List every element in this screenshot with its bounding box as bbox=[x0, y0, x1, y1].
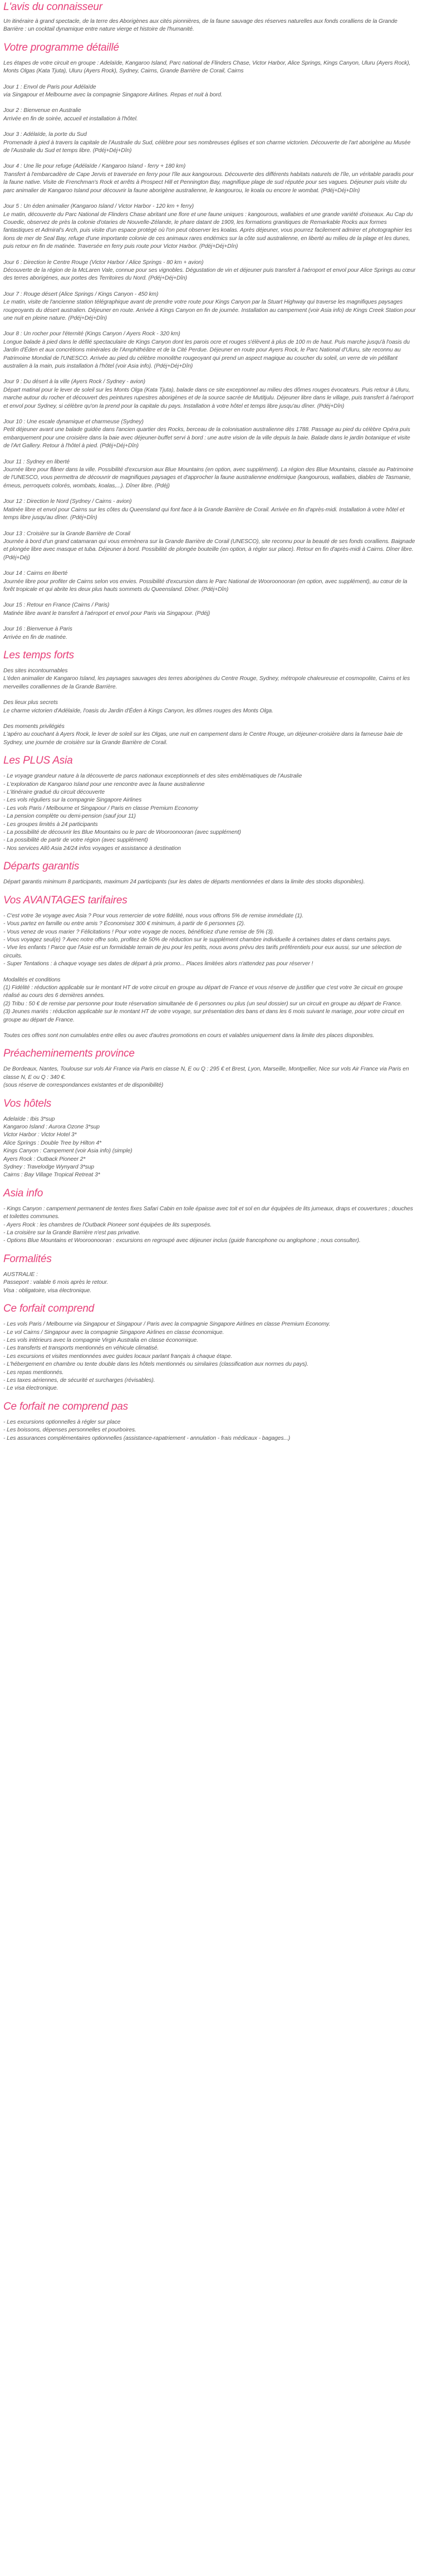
section-paragraph: Des sites incontournables L'éden animalier de Kangaroo Island, les paysages sauvages des terres aborigènes du Centre Rouge, Sydney, métropole chaleureuse et cosmopolite, Cairns et les merveilles coralliennes de la Grande Barrière. bbox=[3, 667, 410, 690]
section-paragraph: Jour 5 : Un éden animalier (Kangaroo Island / Victor Harbor - 120 km + ferry) Le matin, découverte du Parc National de Flinders Chase abritant une flore et une faune uniques : kangourous, wallabies et une grande variété d'oiseaux. Au Cap du Couedic, observez de près la colonie d'otaries de Nouvelle-Zélande, le phare datant de 1909, les formations granitiques de Remarkable Rocks aux formes fantastiques et Admiral's Arch, puis visite d'un espace protégé où l'on peut observer les koalas. Après déjeuner, vous pourrez facilement admirer et photographier les lions de mer de Seal Bay, refuge d'une importante colonie de ces animaux rares endémics sur la côte sud australienne, en liberté au milieu de la plage et les dunes, puis retour en fin de matinée. Traversée en ferry puis route pour Victor Harbor. (Pdéj+Déj+Dîn) bbox=[3, 203, 413, 250]
section-heading: Vos AVANTAGES tarifaires bbox=[3, 894, 127, 906]
section-paragraph: Les étapes de votre circuit en groupe : Adelaïde, Kangaroo Island, Parc national de Flinders Chase, Victor Harbor, Alice Springs, Kings Canyon, Uluru (Ayers Rock), Monts Olgas (Kata Tjuta), Uluru (Ayers Rock), Sydney, Cairns, Grande Barrière de Corail, Cairns bbox=[3, 60, 411, 75]
section-paragraph: Jour 11 : Sydney en liberté Journée libre pour flâner dans la ville. Possibilité d'excursion aux Blue Mountains (en option, avec supplément). La région des Blue Mountains, classée au Patrimoine de l'UNESCO, vous permettra de découvrir de magnifiques paysages et d'approcher la faune australienne endémique (kangourous, wallabies, diables de Tasmanie, émeus, perroquets colorés, wombats, koalas,...). Dîner libre. (Pdéj) bbox=[3, 458, 414, 489]
section bbox=[3, 1253, 418, 1295]
section bbox=[3, 1187, 418, 1245]
section-paragraph: Toutes ces offres sont non cumulables entre elles ou avec d'autres promotions en cours et valables uniquement dans la limite des places disponibles. bbox=[3, 1032, 375, 1039]
section-paragraph: Des lieux plus secrets Le charme victorien d'Adélaïde, l'oasis du Jardin d'Éden à Kings Canyon, les dômes rouges des Monts Olga. bbox=[3, 700, 273, 714]
section-heading: Ce forfait ne comprend pas bbox=[3, 1400, 128, 1412]
section-paragraph: Adelaïde : Ibis 3*sup Kangaroo Island : Aurora Ozone 3*sup Victor Harbor : Victor Hotel 3* Alice Springs : Double Tree by Hilton 4* Kings Canyon : Campement (voir Asia info) (simple) Ayers Rock : Outback Pioneer 2* Sydney : Travelodge Wynyard 3*sup Cairns : Bay Village Tropical Retreat 3* bbox=[3, 1116, 133, 1179]
section-paragraph: Jour 9 : Du désert à la ville (Ayers Rock / Sydney - avion) Départ matinal pour le lever de soleil sur les Monts Olga (Kata Tjuta), balade dans ce site exceptionnel au milieu des dômes rouges évocateurs. Puis retour à Uluru, marche autour du rocher et découvert des peintures rupestres aborigènes et de la source sacrée de Mutitjulu. Déjeuner libre dans le village, puis transfert à l'aéroport et envol pour Sydney, si célèbre qu'on la prend pour la capitale du pays. Installation à votre hôtel et temps libre jusqu'au dîner. (Pdéj+Dîn) bbox=[3, 379, 414, 409]
section-paragraph: - C'est votre 3e voyage avec Asia ? Pour vous remercier de votre fidélité, nous vous offrons 5% de remise immédiate (1). - Vous partez en famille ou entre amis ? Économisez 300 € minimum, à partir de 6 personnes (2). - Vous venez de vous marier ? Félicitations ! Pour votre voyage de noces, bénéficiez d'une remise de 5% (3). - Vous voyagez seul(e) ? Avec notre offre solo, profitez de 50% de réduction sur le supplément chambre individuelle à certaines dates et dans certains pays. - Vive les enfants ! Parce que l'Asie est un formidable terrain de jeu pour les petits, nous avons prévu des tarifs préférentiels pour eux aussi, sur une sélection de circuits. - Super Tentations : à chaque voyage ses dates de départ à prix promo... Places limitées alors n'attendez pas pour réserver ! bbox=[3, 912, 402, 967]
section bbox=[3, 1401, 418, 1443]
section-paragraph: Jour 13 : Croisière sur la Grande Barrière de Corail Journée à bord d'un grand catamaran qui vous emmènera sur la Grande Barrière de Corail (UNESCO), site reconnu pour la beauté de ses fonds coralliens. Baignade et plongée libre avec masque et tuba. Déjeuner à bord. Possibilité de plongée bouteille (en option, à régler sur place). Retour en fin d'après-midi à Cairns. Dîner libre. (Pdéj+Déj) bbox=[3, 530, 415, 561]
section-heading: Les temps forts bbox=[3, 649, 74, 661]
section-paragraph: AUSTRALIE : Passeport : valable 6 mois après le retour. Visa : obligatoire, visa électronique. bbox=[3, 1271, 109, 1294]
section-paragraph: Un itinéraire à grand spectacle, de la terre des Aborigènes aux cités pionnières, de la faune sauvage des réserves naturelles aux fonds coralliens de la Grande Barrière : un cocktail dynamique entre nature vierge et histoire de l'humanité. bbox=[3, 18, 398, 33]
section-paragraph: Jour 4 : Une île pour refuge (Adélaïde / Kangaroo Island - ferry + 180 km) Transfert à l'embarcadère de Cape Jervis et traversée en ferry pour l'île aux kangourous. Découverte des différents habitats naturels de l'île, un véritable paradis pour la faune native. Visite de Frenchman's Rock et arrêts à Prospect Hill et Pennington Bay, magnifique plage de sud réputée pour ses vagues. Déjeuner puis visite du parc animalier de Kangaroo Island pour découvrir la faune aborigène australienne, le kangourou, le koala ou encore le wombat. (Pdéj+Déj+Dîn) bbox=[3, 163, 414, 194]
section-heading: Départs garantis bbox=[3, 861, 80, 873]
section-paragraph: Jour 14 : Cairns en liberté Journée libre pour profiter de Cairns selon vos envies. Possibilité d'excursion dans le Parc National de Wooroonooran (en option, avec supplément), au cœur de la forêt tropicale et qui abrite les deux plus hauts sommets du Queensland. Dîner. (Pdéj+Dîn) bbox=[3, 570, 408, 593]
section-paragraph: De Bordeaux, Nantes, Toulouse sur vols Air France via Paris en classe N, E ou Q : 295 € et Brest, Lyon, Marseille, Montpellier, Nice sur vols Air France via Paris en classe N, E ou Q : 340 €. (sous réserve de correspondances existantes et de disponibilité) bbox=[3, 1066, 409, 1089]
section bbox=[3, 649, 418, 747]
section-paragraph: Jour 12 : Direction le Nord (Sydney / Cairns - avion) Matinée libre et envol pour Cairns sur les côtes du Queensland qui font face à la Grande Barrière de Corail. Arrivée en fin d'après-midi. Installation à votre hôtel et temps libre jusqu'au dîner. (Pdéj+Dîn) bbox=[3, 498, 405, 521]
section-heading: Votre programme détaillé bbox=[3, 41, 119, 53]
section-paragraph: - Kings Canyon : campement permanent de tentes fixes Safari Cabin en toile épaisse avec toit et sol en dur équipées de lits jumeaux, draps et couvertures ; douches et toilettes communes. - Ayers Rock : les chambres de l'Outback Pioneer sont équipées de lits superposés. - La croisière sur la Grande Barrière n'est pas privative. - Options Blue Mountains et Wooroonooran : excursions en regroupé avec déjeuner inclus (guide francophone ou anglophone ; nous consulter). bbox=[3, 1205, 413, 1244]
section-paragraph: Jour 7 : Rouge désert (Alice Springs / Kings Canyon - 450 km) Le matin, visite de l'ancienne station télégraphique avant de prendre votre route pour Kings Canyon par la Stuart Highway qui traverse les magnifiques paysages rougeoyants du désert australien. Déjeuner en route. Arrivée à Kings Canyon en fin de journée. Installation au campement (voir Asia info) de Kings Creek Station pour une nuit en pleine nature. (Pdéj+Déj+Dîn) bbox=[3, 291, 416, 321]
section bbox=[3, 894, 418, 1040]
section-paragraph: Modalités et conditions (1) Fidélité : réduction applicable sur le montant HT de votre circuit en groupe au départ de France et vous réserve de justifier que c'est votre 3e circuit en groupe réalisé au cours des 6 dernières années. (2) Tribu : 50 € de remise par personne pour toute réservation simultanée de 6 personnes ou plus (un seul dossier) sur un circuit en groupe au départ de France. (3) Jeunes mariés : réduction applicable sur le montant HT de votre voyage, sur présentation des bans et dans les 6 mois suivant le mariage, pour votre circuit en groupe au départ de France. bbox=[3, 976, 404, 1023]
section bbox=[3, 755, 418, 853]
section-heading: Les PLUS Asia bbox=[3, 755, 73, 767]
section-heading: L'avis du connaisseur bbox=[3, 1, 102, 13]
section-paragraph: Jour 15 : Retour en France (Cairns / Paris) Matinée libre avant le transfert à l'aéroport et envol pour Paris via Singapour. (Pdéj) bbox=[3, 602, 210, 617]
section-paragraph: Départ garantis minimum 8 participants, maximum 24 participants (sur les dates de départs mentionnées et dans la limite des stocks disponibles). bbox=[3, 879, 365, 886]
section bbox=[3, 1, 418, 34]
section-paragraph: Jour 8 : Un rocher pour l'éternité (Kings Canyon / Ayers Rock - 320 km) Longue balade à pied dans le défilé spectaculaire de Kings Canyon dont les parois ocre et rouges s'élèvent à plus de 100 m de haut. Puis marche jusqu'à l'oasis du Jardin d'Éden et aux concrétions minérales de l'Amphithéâtre et de la Cité Perdue. Déjeuner en route pour Ayers Rock, le Parc National d'Uluru, site reconnu au Patrimoine Mondial de l'UNESCO. Arrivée au pied du célèbre monolithe rougeoyant qui prend un aspect magique au coucher du soleil, un verre de vin pétillant australien à la main, puis installation à l'hôtel (voir Asia info). (Pdéj+Déj+Dîn) bbox=[3, 331, 410, 369]
section-paragraph: Jour 2 : Bienvenue en Australie Arrivée en fin de soirée, accueil et installation à l'hôtel. bbox=[3, 107, 138, 122]
section-heading: Asia info bbox=[3, 1187, 43, 1199]
section bbox=[3, 42, 418, 642]
section bbox=[3, 861, 418, 886]
section-paragraph: Des moments privilégiés L'apéro au couchant à Ayers Rock, le lever de soleil sur les Olgas, une nuit en campement dans le Centre Rouge, un déjeuner-croisière dans la fameuse baie de Sydney, une journée de croisière sur la Grande Barrière de Corail. bbox=[3, 724, 403, 746]
section-paragraph: Jour 1 : Envol de Paris pour Adélaïde via Singapour et Melbourne avec la compagnie Singapore Airlines. Repas et nuit à bord. bbox=[3, 84, 223, 99]
section-paragraph: Jour 10 : Une escale dynamique et charmeuse (Sydney) Petit déjeuner avant une balade guidée dans l'ancien quartier des Rocks, berceau de la colonisation australienne dès 1788. Passage au pied du célèbre Opéra puis embarquement pour une croisière dans la baie avec déjeuner-buffet servi à bord : une autre vision de la ville depuis la baie. Balade dans le jardin botanique et visite de l'Art Gallery. Retour à l'hôtel à pied. (Pdéj+Déj+Dîn) bbox=[3, 419, 410, 449]
section-paragraph: - Les excursions optionnelles à régler sur place - Les boissons, dépenses personnelles et pourboires. - Les assurances complémentaires optionnelles (assistance-rapatriement - annulation - frais médicaux - bagages...) bbox=[3, 1419, 291, 1441]
section-heading: Formalités bbox=[3, 1253, 52, 1265]
section-paragraph: - Le voyage grandeur nature à la découverte de parcs nationaux exceptionnels et des sites emblématiques de l'Australie - L'exploration de Kangaroo Island pour une rencontre avec la faune australienne - L'itinéraire gradué du circuit découverte - Les vols réguliers sur la compagnie Singapore Airlines - Les vols Paris / Melbourne et Singapour / Paris en classe Premium Economy - La pension complète ou demi-pension (sauf jour 11) - Les groupes limités à 24 participants - La possibilité de découvrir les Blue Mountains ou le parc de Wooroonooran (avec supplément) - La possibilité de partir de votre région (avec supplément) - Nos services Allô Asia 24/24 infos voyages et assistance à destination bbox=[3, 773, 302, 852]
section-heading: Préacheminements province bbox=[3, 1048, 135, 1060]
section bbox=[3, 1303, 418, 1393]
section-heading: Ce forfait comprend bbox=[3, 1303, 95, 1315]
section-paragraph: - Les vols Paris / Melbourne via Singapour et Singapour / Paris avec la compagnie Singapore Airlines en classe Premium Economy. - Le vol Cairns / Singapour avec la compagnie Singapore Airlines en classe économique. - Les vols intérieurs avec la compagnie Virgin Australia en classe économique. - Les transferts et transports mentionnés en véhicule climatisé. - Les excursions et visites mentionnées avec guides locaux parlant français à chaque étape. - L'hébergement en chambre ou tente double dans les hôtels mentionnés ou similaires (classification aux normes du pays). - Les repas mentionnés. - Les taxes aériennes, de sécurité et surcharges (révisables). - Le visa électronique. bbox=[3, 1321, 331, 1392]
section-paragraph: Jour 6 : Direction le Centre Rouge (Victor Harbor / Alice Springs - 80 km + avion) Découverte de la région de la McLaren Vale, connue pour ses vignobles. Dégustation de vin et déjeuner puis transfert à l'aéroport et envol pour Alice Springs au cœur des terres aborigènes, aux portes des Territoires du Nord. (Pdéj+Déj+Dîn) bbox=[3, 259, 416, 282]
section-heading: Vos hôtels bbox=[3, 1097, 52, 1109]
section-paragraph: Jour 16 : Bienvenue à Paris Arrivée en fin de matinée. bbox=[3, 626, 72, 641]
section bbox=[3, 1048, 418, 1089]
section bbox=[3, 1098, 418, 1180]
section-paragraph: Jour 3 : Adélaïde, la porte du Sud Promenade à pied à travers la capitale de l'Australie du Sud, célèbre pour ses nombreuses églises et son charme victorien. Découverte de l'art aborigène au Musée de l'Australie du Sud et temps libre. (Pdéj+Déj+Dîn) bbox=[3, 131, 411, 154]
